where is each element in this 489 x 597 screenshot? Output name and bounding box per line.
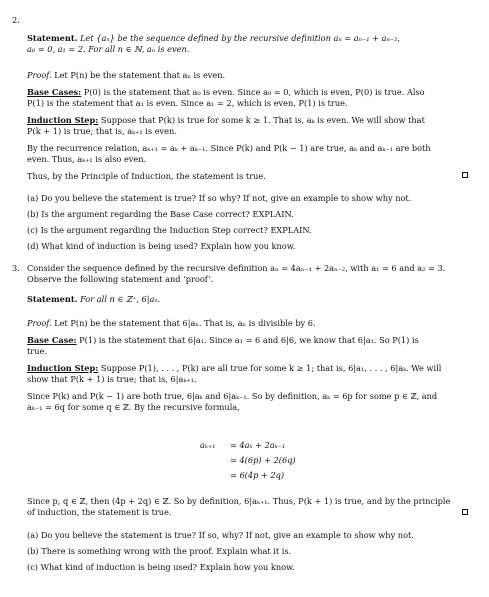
equation-line-1: = 4aₖ + 2aₖ₋₁ — [230, 440, 286, 450]
problem-2-conclusion: Thus, by the Principle of Induction, the statement is true. — [27, 171, 266, 181]
problem-3-base-line-1 — [27, 335, 419, 345]
statement-label: Statement. — [27, 294, 78, 304]
proof-intro-text: Let P(n) be the statement that 6|aₙ. That is, aₙ is divisible by 6. — [54, 318, 316, 328]
problem-2-question-c: (c) Is the argument regarding the Induction Step correct? EXPLAIN. — [27, 225, 312, 235]
qed-box — [462, 172, 468, 178]
problem-3-base-line-2: true. — [27, 346, 47, 356]
induction-step-label: Induction Step: — [27, 363, 99, 373]
problem-2-base-line-2: P(1) is the statement that a₁ is even. Since a₁ = 2, which is even, P(1) is true. — [27, 98, 348, 108]
equation-lhs: aₖ₊₁ — [200, 440, 216, 450]
problem-3-final-line-1: Since p, q ∈ ℤ, then (4p + 2q) ∈ ℤ. So by definition, 6|aₖ₊₁. Thus, P(k + 1) is true, and by the principle — [27, 496, 451, 506]
statement-text: For all n ∈ ℤ⁺, 6|aₙ. — [80, 294, 161, 304]
problem-3-since-line-1: Since P(k) and P(k − 1) are both true, 6|aₖ and 6|aₖ₋₁. So by definition, aₖ = 6p for some p ∈ ℤ, and — [27, 391, 438, 401]
problem-2-statement-line-1 — [27, 33, 400, 43]
qed-box — [462, 509, 468, 515]
induction-step-text: Suppose that P(k) is true for some k ≥ 1. That is, aₖ is even. We will show that — [100, 115, 425, 125]
problem-3-statement — [27, 294, 160, 304]
problem-3-question-b: (b) There is something wrong with the proof. Explain what it is. — [27, 546, 292, 556]
problem-3-intro-line-2: Observe the following statement and ‘proof’. — [27, 274, 214, 284]
problem-3-induction-line-2: show that P(k + 1) is true; that is, 6|aₖ₊₁. — [27, 374, 197, 384]
problem-3-number: 3. — [12, 263, 20, 273]
equation-line-3: = 6(4p + 2q) — [230, 470, 285, 480]
problem-2-base-line-1 — [27, 87, 425, 97]
problem-3-final-line-2: of induction, the statement is true. — [27, 507, 172, 517]
problem-3-question-c: (c) What kind of induction is being used? Explain how you know. — [27, 562, 295, 572]
problem-3-proof-intro — [27, 318, 316, 328]
equation-line-2: = 4(6p) + 2(6q) — [230, 455, 296, 465]
proof-label: Proof. — [27, 318, 52, 328]
problem-2-question-d: (d) What kind of induction is being used? Explain how you know. — [27, 241, 296, 251]
proof-label: Proof. — [27, 70, 52, 80]
induction-step-label: Induction Step: — [27, 115, 99, 125]
statement-label: Statement. — [27, 33, 78, 43]
problem-3-since-line-2: aₖ₋₁ = 6q for some q ∈ ℤ. By the recursive formula, — [27, 402, 240, 412]
problem-3-induction-line-1 — [27, 363, 441, 373]
problem-2-induction-line-2: P(k + 1) is true; that is, aₖ₊₁ is even. — [27, 126, 177, 136]
problem-2-recurrence-line-1: By the recurrence relation, aₖ₊₁ = aₖ + aₖ₋₁. Since P(k) and P(k − 1) are true, aₖ and aₖ₋₁ are both — [27, 143, 431, 153]
problem-2-recurrence-line-2: even. Thus, aₖ₊₁ is also even. — [27, 154, 147, 164]
base-case-text: P(0) is the statement that a₀ is even. Since a₀ = 0, which is even, P(0) is true. Also — [83, 87, 425, 97]
statement-text: Let {aₙ} be the sequence defined by the recursive definition aₙ = aₙ₋₁ + aₙ₋₂, — [80, 33, 400, 43]
problem-2-number: 2. — [12, 15, 20, 25]
base-case-label: Base Cases: — [27, 87, 82, 97]
problem-2-induction-line-1 — [27, 115, 425, 125]
problem-3-intro-line-1: Consider the sequence defined by the recursive definition aₙ = 4aₙ₋₁ + 2aₙ₋₂, with a₁ = 6 and a₂ = 3. — [27, 263, 446, 273]
induction-step-text: Suppose P(1), . . . , P(k) are all true for some k ≥ 1; that is, 6|a₁, . . . , 6|aₖ. We will — [100, 363, 442, 373]
problem-3-question-a: (a) Do you believe the statement is true? If so, why? If not, give an example to show why not. — [27, 530, 414, 540]
base-case-text: P(1) is the statement that 6|a₁. Since a₁ = 6 and 6|6, we know that 6|a₁. So P(1) is — [79, 335, 419, 345]
problem-2-statement-line-2: a₀ = 0, a₁ = 2. For all n ∈ ℕ, aₙ is even. — [27, 44, 190, 54]
problem-2-proof-intro — [27, 70, 225, 80]
base-case-label: Base Case: — [27, 335, 77, 345]
problem-2-question-b: (b) Is the argument regarding the Base Case correct? EXPLAIN. — [27, 209, 294, 219]
proof-intro-text: Let P(n) be the statement that aₙ is even. — [54, 70, 226, 80]
problem-2-question-a: (a) Do you believe the statement is true? If so why? If not, give an example to show why not. — [27, 193, 412, 203]
